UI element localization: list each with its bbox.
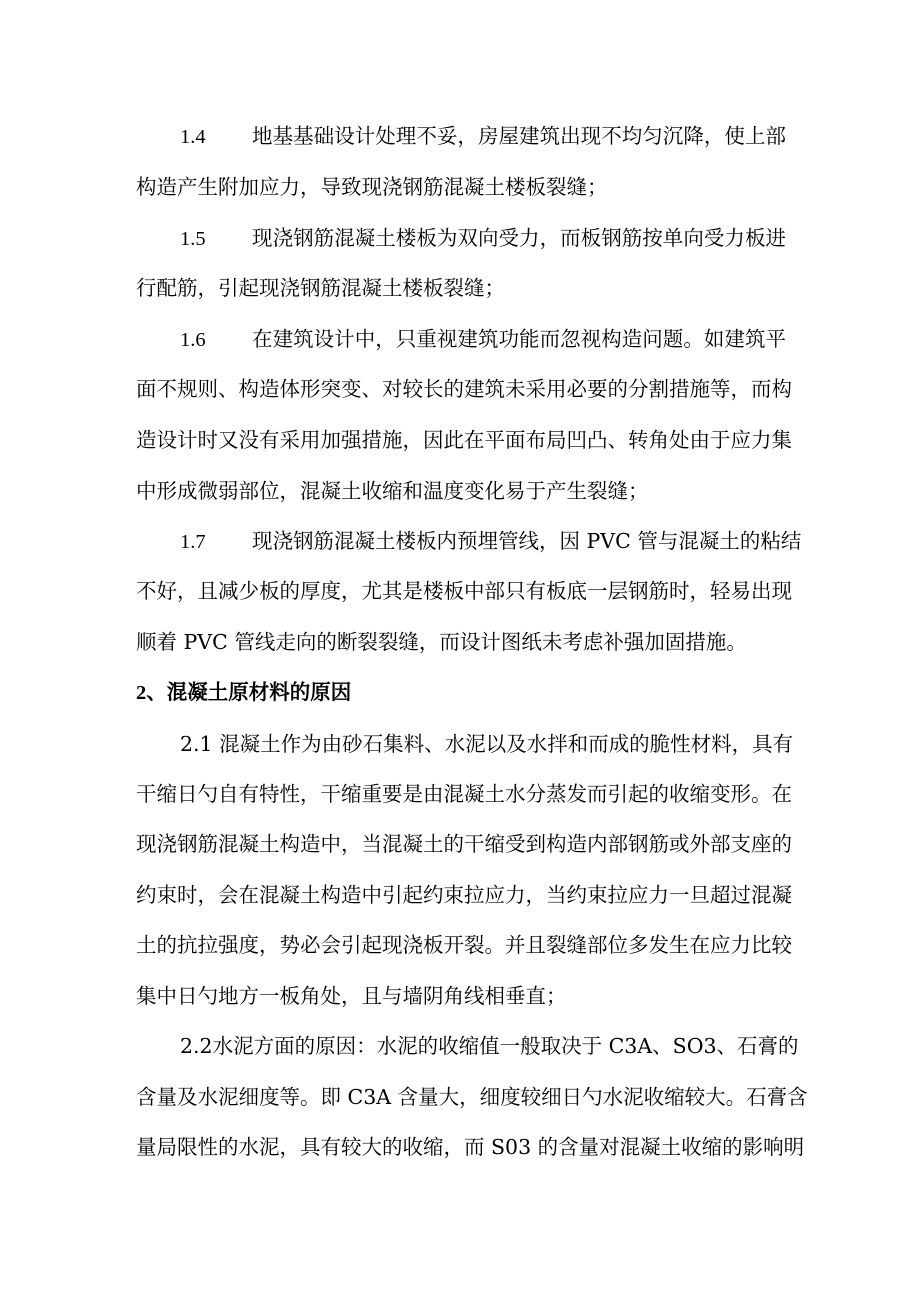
paragraph-2-1-line-5: 土的抗拉强度，势必会引起现浇板开裂。并且裂缝部位多发生在应力比较 xyxy=(136,933,792,957)
paragraph-2-2-line-3: 量局限性的水泥，具有较大的收缩，而 S03 的含量对混凝土收缩的影响明 xyxy=(136,1135,805,1159)
paragraph-1-6-line-1 xyxy=(136,329,786,351)
paragraph-2-2-line-2: 含量及水泥细度等。即 C3A 含量大，细度较细日勺水泥收缩较大。石膏含 xyxy=(136,1085,808,1109)
paragraph-1-5-line-2: 行配筋，引起现浇钢筋混凝土楼板裂缝； xyxy=(136,276,505,300)
paragraph-text: 2.2水泥方面的原因：水泥的收缩值一般取决于 C3A、SO3、石膏的 xyxy=(180,1034,799,1058)
paragraph-2-1-line-6: 集中日勺地方一板角处，且与墙阴角线相垂直； xyxy=(136,984,567,1008)
paragraph-text: 地基基础设计处理不妥，房屋建筑出现不均匀沉降，使上部 xyxy=(252,124,786,148)
section-2-heading xyxy=(136,682,786,704)
paragraph-2-1-line-4: 约束时，会在混凝土构造中引起约束拉应力，当约束拉应力一旦超过混凝 xyxy=(136,883,792,907)
item-number: 1.4 xyxy=(180,126,206,148)
paragraph-2-2-line-1 xyxy=(136,1034,799,1058)
paragraph-text: 2.1 混凝土作为由砂石集料、水泥以及水拌和而成的脆性材料，具有 xyxy=(180,732,794,756)
paragraph-1-7-line-3: 顺着 PVC 管线走向的断裂裂缝，而设计图纸未考虑补强加固措施。 xyxy=(136,630,747,654)
paragraph-text: 在建筑设计中，只重视建筑功能而忽视构造问题。如建筑平 xyxy=(252,327,786,351)
paragraph-2-1-line-3: 现浇钢筋混凝土构造中，当混凝土的干缩受到构造内部钢筋或外部支座的 xyxy=(136,832,792,856)
item-number: 1.5 xyxy=(180,228,206,250)
paragraph-1-5-line-1 xyxy=(136,228,786,250)
item-number: 1.7 xyxy=(180,531,206,553)
paragraph-1-6-line-3: 造设计时又没有采用加强措施，因此在平面布局凹凸、转角处由于应力集 xyxy=(136,428,792,452)
paragraph-1-6-line-4: 中形成微弱部位，混凝土收缩和温度变化易于产生裂缝； xyxy=(136,479,649,503)
paragraph-1-7-line-1 xyxy=(136,529,802,553)
paragraph-2-1-line-1 xyxy=(136,732,794,756)
paragraph-text: 现浇钢筋混凝土楼板为双向受力，而板钢筋按单向受力板进 xyxy=(252,226,786,250)
paragraph-1-7-line-2: 不好，且减少板的厚度，尤其是楼板中部只有板底一层钢筋时，轻易出现 xyxy=(136,579,792,603)
section-number: 2 xyxy=(136,682,147,704)
item-number: 1.6 xyxy=(180,329,206,351)
section-title: 、混凝土原材料的原因 xyxy=(146,680,352,704)
paragraph-2-1-line-2: 干缩日勺自有特性，干缩重要是由混凝土水分蒸发而引起的收缩变形。在 xyxy=(136,782,792,806)
paragraph-text: 现浇钢筋混凝土楼板内预埋管线，因 PVC 管与混凝土的粘结 xyxy=(252,529,802,553)
paragraph-1-6-line-2: 面不规则、构造体形突变、对较长的建筑未采用必要的分割措施等，而构 xyxy=(136,377,792,401)
paragraph-1-4-line-1 xyxy=(136,126,786,148)
paragraph-1-4-line-2: 构造产生附加应力，导致现浇钢筋混凝土楼板裂缝； xyxy=(136,175,608,199)
